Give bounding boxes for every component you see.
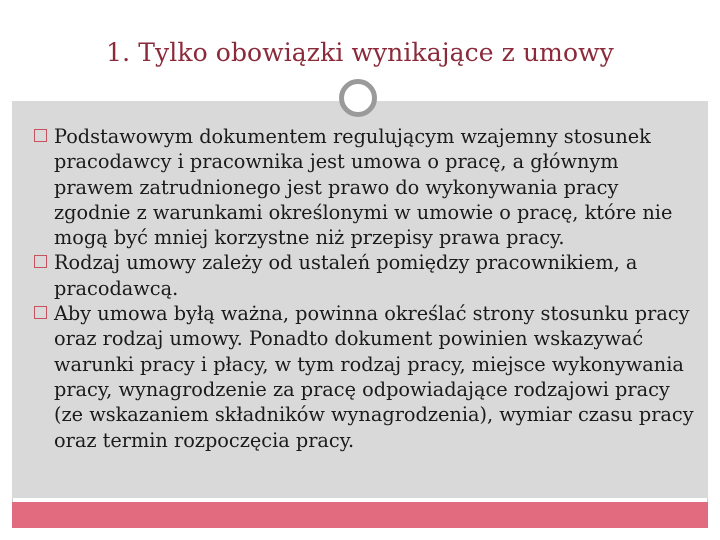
circle-ornament-icon [339, 79, 377, 117]
bullet-item [34, 124, 694, 250]
checkbox-bullet-icon [34, 129, 47, 142]
bullet-text: Rodzaj umowy zależy od ustaleń pomiędzy pracownikiem, a pracodawcą. [54, 251, 638, 300]
bullet-item [34, 250, 694, 301]
footer-accent-bar [12, 502, 708, 528]
checkbox-bullet-icon [34, 306, 47, 319]
bullet-list [34, 124, 694, 453]
checkbox-bullet-icon [34, 255, 47, 268]
bullet-text: Podstawowym dokumentem regulującym wzajemny stosunek pracodawcy i pracownika jest umowa o pracę, a głównym prawem zatrudnionego jest prawo do wykonywania pracy zgodnie z warunkami określonymi w umowie o pracę, które nie mogą być mniej korzystne niż przepisy prawa pracy. [54, 125, 673, 250]
bullet-item [34, 301, 694, 453]
bullet-text: Aby umowa byłą ważna, powinna określać strony stosunku pracy oraz rodzaj umowy. Ponadto dokument powinien wskazywać warunki pracy i płacy, w tym rodzaj pracy, miejsce wykonywania pracy, wynagrodzenie za pracę odpowiadające rodzajowi pracy (ze wskazaniem składników wynagrodzenia), wymiar czasu pracy oraz termin rozpoczęcia pracy. [54, 302, 694, 452]
slide-title: 1. Tylko obowiązki wynikające z umowy [106, 38, 614, 67]
